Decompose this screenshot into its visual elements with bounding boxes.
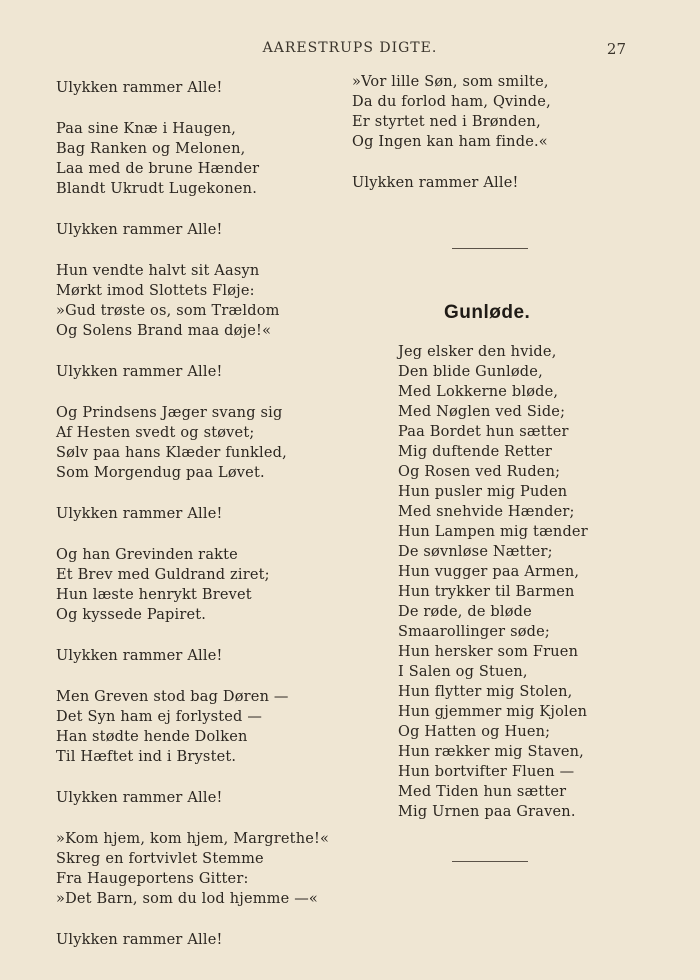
poem-line: Smaarollinger søde; — [398, 624, 551, 640]
refrain-line: Ulykken rammer Alle! — [56, 80, 223, 96]
poem-body — [398, 342, 628, 822]
verse-line: »Gud trøste os, som Trældom — [56, 303, 280, 319]
verse-line: Det Syn ham ej forlysted — — [56, 709, 263, 725]
verse-line: Hun vendte halvt sit Aasyn — [56, 263, 260, 279]
verse-line: Til Hæftet ind i Brystet. — [56, 749, 237, 765]
poem-line: I Salen og Stuen, — [398, 664, 528, 680]
poem-line: Hun pusler mig Puden — [398, 484, 568, 500]
poem-line: Hun flytter mig Stolen, — [398, 684, 573, 700]
refrain-line: Ulykken rammer Alle! — [56, 222, 223, 238]
section-divider — [452, 248, 528, 249]
poem-line: De søvnløse Nætter; — [398, 544, 553, 560]
poem-line: Hun hersker som Fruen — [398, 644, 579, 660]
verse-line: Et Brev med Guldrand ziret; — [56, 567, 270, 583]
poem-line: Hun vugger paa Armen, — [398, 564, 580, 580]
poem-line: Hun gjemmer mig Kjolen — [398, 704, 588, 720]
poem-line: Den blide Gunløde, — [398, 364, 543, 380]
poem-line: Og Rosen ved Ruden; — [398, 464, 561, 480]
poem-line: Med Lokkerne bløde, — [398, 384, 559, 400]
poem-line: Med Nøglen ved Side; — [398, 404, 566, 420]
running-head — [0, 40, 700, 62]
poem-line: Jeg elsker den hvide, — [398, 344, 557, 360]
verse-line: Blandt Ukrudt Lugekonen. — [56, 181, 258, 197]
verse-line: Men Greven stod bag Døren — — [56, 689, 289, 705]
refrain-line: Ulykken rammer Alle! — [56, 790, 223, 806]
poem-line: De røde, de bløde — [398, 604, 532, 620]
verse-line: Er styrtet ned i Brønden, — [352, 114, 541, 130]
verse-line: »Kom hjem, kom hjem, Margrethe!« — [56, 831, 330, 847]
verse-line: Og kyssede Papiret. — [56, 607, 207, 623]
verse-line: »Vor lille Søn, som smilte, — [352, 74, 549, 90]
verse-line: Fra Haugeportens Gitter: — [56, 871, 249, 887]
verse-line: Bag Ranken og Melonen, — [56, 141, 246, 157]
verse-line: Og Prindsens Jæger svang sig — [56, 405, 283, 421]
refrain-line: Ulykken rammer Alle! — [56, 506, 223, 522]
poem-line: Med Tiden hun sætter — [398, 784, 567, 800]
refrain-line: Ulykken rammer Alle! — [352, 175, 519, 191]
verse-line: »Det Barn, som du lod hjemme —« — [56, 891, 318, 907]
verse-line: Paa sine Knæ i Haugen, — [56, 121, 237, 137]
verse-line: Laa med de brune Hænder — [56, 161, 260, 177]
running-title: AARESTRUPS DIGTE. — [262, 40, 438, 56]
section-divider — [452, 861, 528, 862]
verse-line: Da du forlod ham, Qvinde, — [352, 94, 551, 110]
poem-line: Hun bortvifter Fluen — — [398, 764, 575, 780]
verse-line: Mørkt imod Slottets Fløje: — [56, 283, 255, 299]
verse-line: Sølv paa hans Klæder funkled, — [56, 445, 287, 461]
refrain-line: Ulykken rammer Alle! — [56, 932, 223, 948]
verse-line: Skreg en fortvivlet Stemme — [56, 851, 264, 867]
poem-line: Hun Lampen mig tænder — [398, 524, 588, 540]
verse-line: Og Ingen kan ham finde.« — [352, 134, 548, 150]
verse-line: Af Hesten svedt og støvet; — [56, 425, 255, 441]
poem-title: Gunløde. — [444, 302, 531, 323]
poem-line: Med snehvide Hænder; — [398, 504, 575, 520]
verse-line: Og han Grevinden rakte — [56, 547, 238, 563]
left-column — [56, 78, 356, 950]
verse-line: Som Morgendug paa Løvet. — [56, 465, 265, 481]
verse-line: Hun læste henrykt Brevet — [56, 587, 252, 603]
poem-line: Mig duftende Retter — [398, 444, 553, 460]
poem-line: Hun trykker til Barmen — [398, 584, 575, 600]
poem-line: Og Hatten og Huen; — [398, 724, 551, 740]
page-number: 27 — [606, 40, 626, 58]
poem-line: Mig Urnen paa Graven. — [398, 804, 576, 820]
poem-line: Hun rækker mig Staven, — [398, 744, 584, 760]
refrain-line: Ulykken rammer Alle! — [56, 364, 223, 380]
refrain-line: Ulykken rammer Alle! — [56, 648, 223, 664]
poem-line: Paa Bordet hun sætter — [398, 424, 569, 440]
right-column-continuation — [352, 72, 612, 193]
verse-line: Og Solens Brand maa døje!« — [56, 323, 272, 339]
verse-line: Han stødte hende Dolken — [56, 729, 248, 745]
